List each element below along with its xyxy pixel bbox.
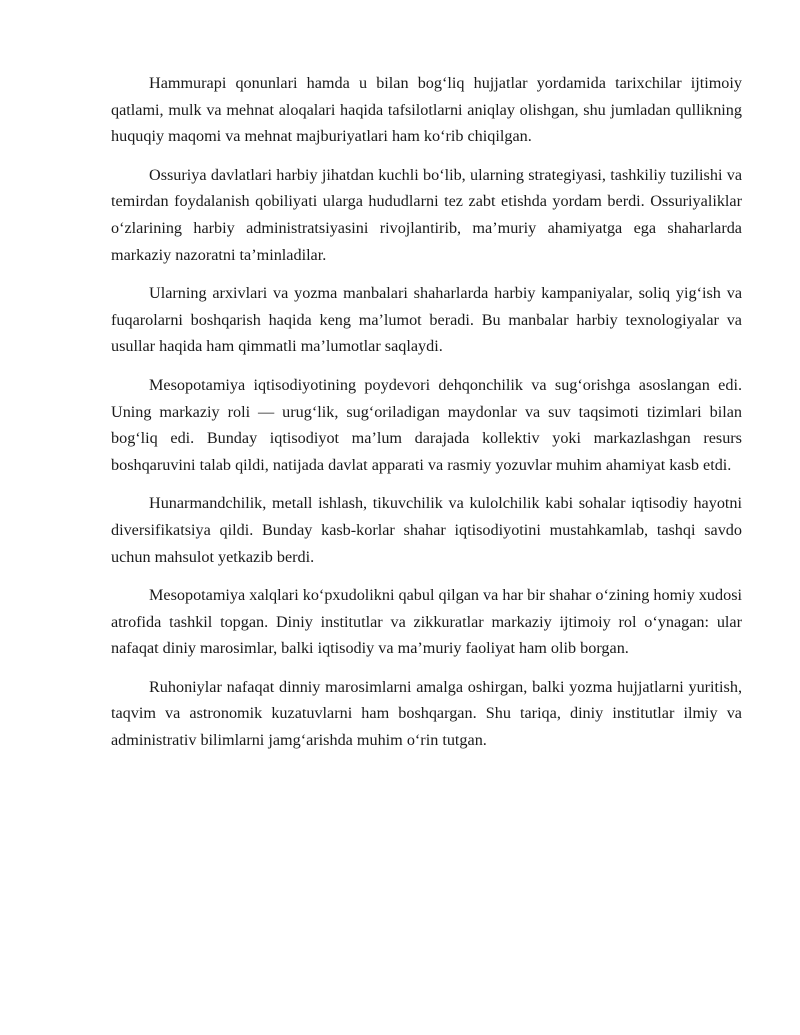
document-page bbox=[111, 70, 742, 754]
paragraph-hunarmandchilik: Hunarmandchilik, metall ishlash, tikuvchilik va kulolchilik kabi sohalar iqtisodiy hayotni diversifikatsiya qildi. Bunday kasb-korlar shahar iqtisodiyotini mustahkamlab, tashqi savdo uchun mahsulot yetkazib berdi. bbox=[111, 494, 742, 566]
paragraph-ruhoniylar: Ruhoniylar nafaqat dinniy marosimlarni amalga oshirgan, balki yozma hujjatlarni yuritish, taqvim va astronomik kuzatuvlarni ham boshqargan. Shu tariqa, diniy institutlar ilmiy va administrativ bilimlarni jamg‘arishda muhim o‘rin tutgan. bbox=[111, 677, 742, 750]
paragraph-arxivlar: Ularning arxivlari va yozma manbalari shaharlarda harbiy kampaniyalar, soliq yig‘ish va fuqarolarni boshqarish haqida keng ma’lumot beradi. Bu manbalar harbiy texnologiyalar va usullar haqida ham qimmatli ma’lumotlar saqlaydi. bbox=[111, 284, 742, 356]
paragraph-din: Mesopotamiya xalqlari ko‘pxudolikni qabul qilgan va har bir shahar o‘zining homiy xudosi atrofida tashkil topgan. Diniy institutlar va zikkuratlar markaziy ijtimoiy rol o‘ynagan: ular nafaqat diniy marosimlar, balki iqtisodiy va ma’muriy faoliyat ham olib borgan. bbox=[111, 586, 742, 658]
paragraph-hammurapi: Hammurapi qonunlari hamda u bilan bog‘liq hujjatlar yordamida tarixchilar ijtimoiy qatlami, mulk va mehnat aloqalari haqida tafsilotlarni aniqlay olishgan, shu jumladan qullikning huquqiy maqomi va mehnat majburiyatlari ham ko‘rib chiqilgan. bbox=[111, 74, 742, 146]
paragraph-iqtisodiyot: Mesopotamiya iqtisodiyotining poydevori dehqonchilik va sug‘orishga asoslangan edi. Uning markaziy roli — urug‘lik, sug‘oriladigan maydonlar va suv taqsimoti tizimlari bilan bog‘liq edi. Bunday iqtisodiyot ma’lum darajada kollektiv yoki markazlashgan resurs boshqaruvini talab qildi, natijada davlat apparati va rasmiy yozuvlar muhim ahamiyat kasb etdi. bbox=[111, 375, 742, 474]
paragraph-ossuriya: Ossuriya davlatlari harbiy jihatdan kuchli bo‘lib, ularning strategiyasi, tashkiliy tuzilishi va temirdan foydalanish qobiliyati ularga hududlarni tez zabt etishda yordam berdi. Ossuriyaliklar o‘zlarining harbiy administratsiyasini rivojlantirib, ma’muriy ahamiyatga ega shaharlarda markaziy nazoratni ta’minladilar. bbox=[111, 165, 742, 264]
